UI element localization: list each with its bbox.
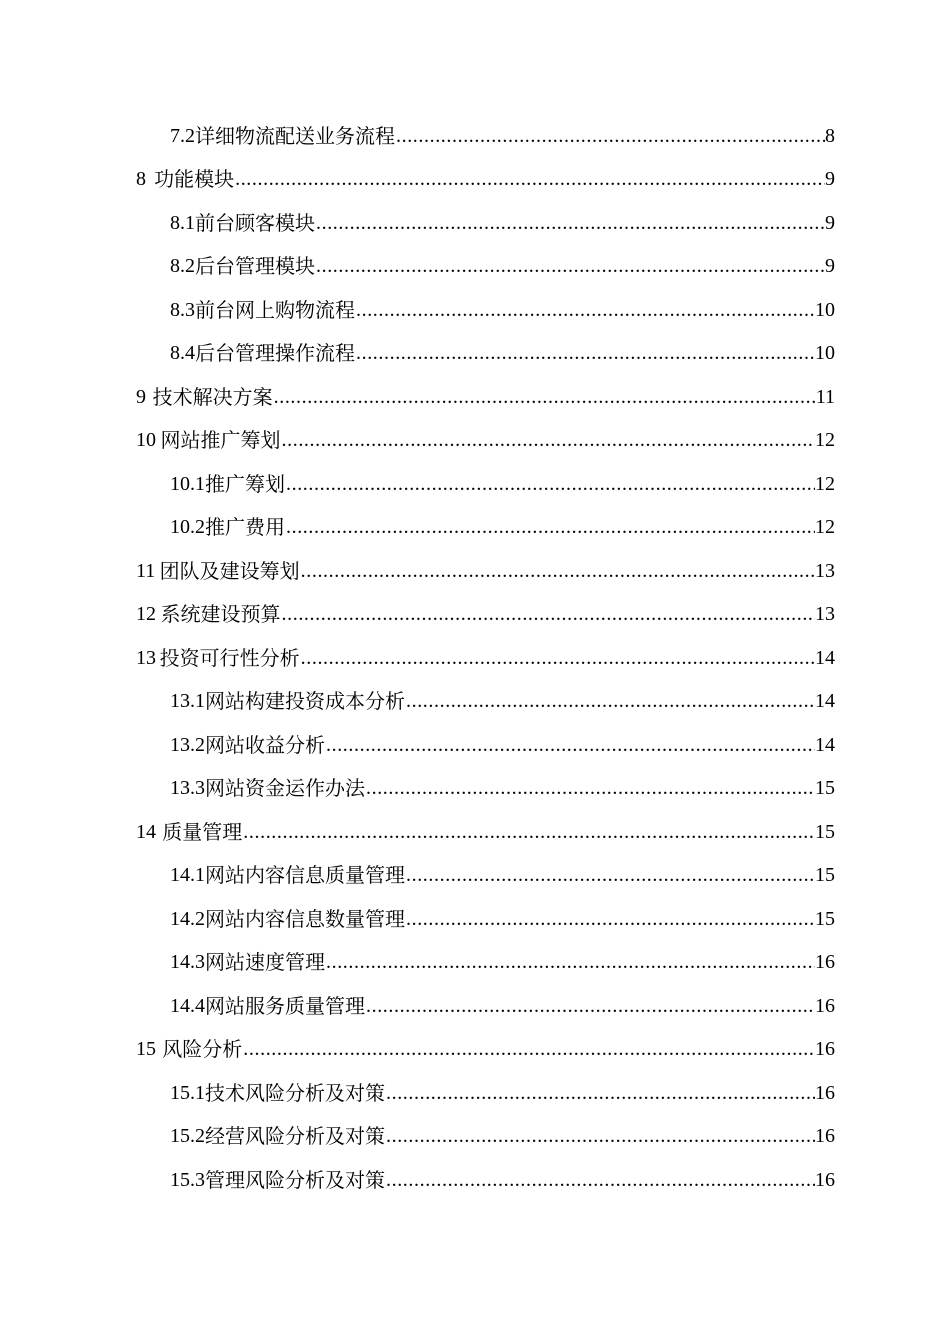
toc-dot-leader <box>366 996 815 1016</box>
toc-entry-number: 10.2 <box>170 516 205 539</box>
table-of-contents <box>0 114 950 1202</box>
toc-entry[interactable] <box>0 593 950 637</box>
toc-entry-page: 9 <box>825 168 835 191</box>
toc-entry-title: 技术风险分析及对策 <box>205 1080 385 1105</box>
toc-entry-title: 投资可行性分析 <box>159 645 300 670</box>
toc-entry-page: 10 <box>815 342 835 365</box>
toc-entry-title: 质量管理 <box>162 819 243 844</box>
toc-entry-number: 13.2 <box>170 733 205 756</box>
toc-dot-leader <box>356 343 815 363</box>
toc-entry[interactable] <box>0 723 950 767</box>
toc-entry-number: 8.4 <box>170 342 195 365</box>
toc-entry[interactable] <box>0 201 950 245</box>
toc-entry-title: 风险分析 <box>162 1037 243 1062</box>
toc-entry-page: 12 <box>815 472 835 495</box>
toc-entry-number: 14 <box>136 820 156 843</box>
toc-entry-page: 16 <box>815 1038 835 1061</box>
toc-dot-leader <box>301 561 815 581</box>
toc-entry-title: 系统建设预算 <box>160 602 281 627</box>
toc-entry-title: 详细物流配送业务流程 <box>195 123 395 148</box>
toc-dot-leader <box>406 909 815 929</box>
toc-entry-title: 网站收益分析 <box>205 732 325 757</box>
toc-entry-title: 网站内容信息数量管理 <box>205 906 405 931</box>
toc-entry-page: 15 <box>815 864 835 887</box>
toc-entry[interactable] <box>0 332 950 376</box>
toc-entry[interactable] <box>0 854 950 898</box>
toc-entry-page: 15 <box>815 777 835 800</box>
toc-entry-page: 16 <box>815 994 835 1017</box>
toc-entry[interactable] <box>0 245 950 289</box>
toc-entry-page: 9 <box>825 211 835 234</box>
toc-entry-page: 16 <box>815 1168 835 1191</box>
toc-entry-page: 10 <box>815 298 835 321</box>
toc-entry[interactable] <box>0 984 950 1028</box>
toc-entry-title: 推广费用 <box>205 515 285 540</box>
toc-dot-leader <box>243 1039 815 1059</box>
toc-entry-page: 8 <box>825 124 835 147</box>
toc-entry[interactable] <box>0 462 950 506</box>
toc-dot-leader <box>243 822 815 842</box>
toc-entry-page: 16 <box>815 1081 835 1104</box>
toc-entry-title: 网站内容信息质量管理 <box>205 863 405 888</box>
toc-entry-title: 管理风险分析及对策 <box>205 1167 385 1192</box>
toc-dot-leader <box>386 1170 815 1190</box>
toc-dot-leader <box>235 169 825 189</box>
toc-entry-title: 技术解决方案 <box>152 384 273 409</box>
toc-entry-number: 15.2 <box>170 1125 205 1148</box>
toc-entry[interactable] <box>0 1115 950 1159</box>
toc-entry[interactable] <box>0 897 950 941</box>
toc-entry[interactable] <box>0 767 950 811</box>
toc-entry-number: 8.3 <box>170 298 195 321</box>
toc-entry-number: 15.1 <box>170 1081 205 1104</box>
toc-entry[interactable] <box>0 549 950 593</box>
toc-entry-number: 7.2 <box>170 124 195 147</box>
toc-dot-leader <box>396 126 825 146</box>
toc-entry[interactable] <box>0 1028 950 1072</box>
toc-dot-leader <box>406 691 815 711</box>
toc-entry[interactable] <box>0 636 950 680</box>
toc-entry-number: 11 <box>136 559 156 582</box>
toc-entry-page: 9 <box>825 255 835 278</box>
toc-entry-number: 14.3 <box>170 951 205 974</box>
toc-entry-title: 前台网上购物流程 <box>195 297 355 322</box>
toc-entry-number: 8.1 <box>170 211 195 234</box>
toc-dot-leader <box>406 865 815 885</box>
toc-entry-title: 后台管理模块 <box>195 254 315 279</box>
toc-dot-leader <box>386 1126 815 1146</box>
toc-entry-page: 16 <box>815 1125 835 1148</box>
toc-entry-title: 后台管理操作流程 <box>195 341 355 366</box>
toc-entry[interactable] <box>0 941 950 985</box>
toc-entry-number: 13.1 <box>170 690 205 713</box>
toc-entry-number: 14.1 <box>170 864 205 887</box>
toc-entry-page: 16 <box>815 951 835 974</box>
toc-entry-page: 13 <box>815 559 835 582</box>
toc-dot-leader <box>316 213 825 233</box>
toc-entry-page: 12 <box>815 429 835 452</box>
toc-dot-leader <box>274 387 816 407</box>
toc-entry[interactable] <box>0 506 950 550</box>
toc-entry-page: 14 <box>815 733 835 756</box>
toc-dot-leader <box>386 1083 815 1103</box>
toc-dot-leader <box>356 300 815 320</box>
toc-dot-leader <box>282 604 815 624</box>
toc-entry-number: 12 <box>136 603 156 626</box>
toc-entry-title: 网站推广筹划 <box>160 428 281 453</box>
toc-entry-number: 8.2 <box>170 255 195 278</box>
toc-entry-page: 14 <box>815 646 835 669</box>
toc-dot-leader <box>286 474 815 494</box>
toc-entry-page: 13 <box>815 603 835 626</box>
toc-entry[interactable] <box>0 158 950 202</box>
toc-entry[interactable] <box>0 375 950 419</box>
toc-entry-page: 11 <box>815 385 835 408</box>
toc-dot-leader <box>282 430 815 450</box>
toc-entry[interactable] <box>0 810 950 854</box>
toc-entry-number: 8 <box>136 168 146 191</box>
toc-entry-number: 15 <box>136 1038 156 1061</box>
toc-entry-number: 9 <box>136 385 146 408</box>
toc-dot-leader <box>286 517 815 537</box>
toc-entry-number: 13 <box>136 646 156 669</box>
toc-entry-page: 15 <box>815 907 835 930</box>
toc-entry-title: 网站速度管理 <box>205 950 325 975</box>
toc-entry-title: 前台顾客模块 <box>195 210 315 235</box>
toc-entry[interactable] <box>0 114 950 158</box>
toc-entry[interactable] <box>0 288 950 332</box>
toc-entry-number: 14.4 <box>170 994 205 1017</box>
toc-entry-number: 14.2 <box>170 907 205 930</box>
toc-entry-page: 15 <box>815 820 835 843</box>
toc-dot-leader <box>326 735 815 755</box>
toc-entry-title: 经营风险分析及对策 <box>205 1124 385 1149</box>
toc-entry-number: 15.3 <box>170 1168 205 1191</box>
toc-dot-leader <box>301 648 815 668</box>
toc-entry-number: 10 <box>136 429 156 452</box>
toc-dot-leader <box>326 952 815 972</box>
toc-entry-title: 功能模块 <box>154 167 235 192</box>
toc-entry-page: 12 <box>815 516 835 539</box>
toc-entry-title: 团队及建设筹划 <box>159 558 300 583</box>
toc-entry-title: 推广筹划 <box>205 471 285 496</box>
toc-entry-number: 10.1 <box>170 472 205 495</box>
toc-dot-leader <box>316 256 825 276</box>
toc-dot-leader <box>366 778 815 798</box>
toc-entry-title: 网站构建投资成本分析 <box>205 689 405 714</box>
toc-entry-title: 网站资金运作办法 <box>205 776 365 801</box>
toc-entry-page: 14 <box>815 690 835 713</box>
toc-entry-title: 网站服务质量管理 <box>205 993 365 1018</box>
toc-entry[interactable] <box>0 680 950 724</box>
toc-entry[interactable] <box>0 1158 950 1202</box>
toc-entry-number: 13.3 <box>170 777 205 800</box>
toc-entry[interactable] <box>0 1071 950 1115</box>
toc-entry[interactable] <box>0 419 950 463</box>
